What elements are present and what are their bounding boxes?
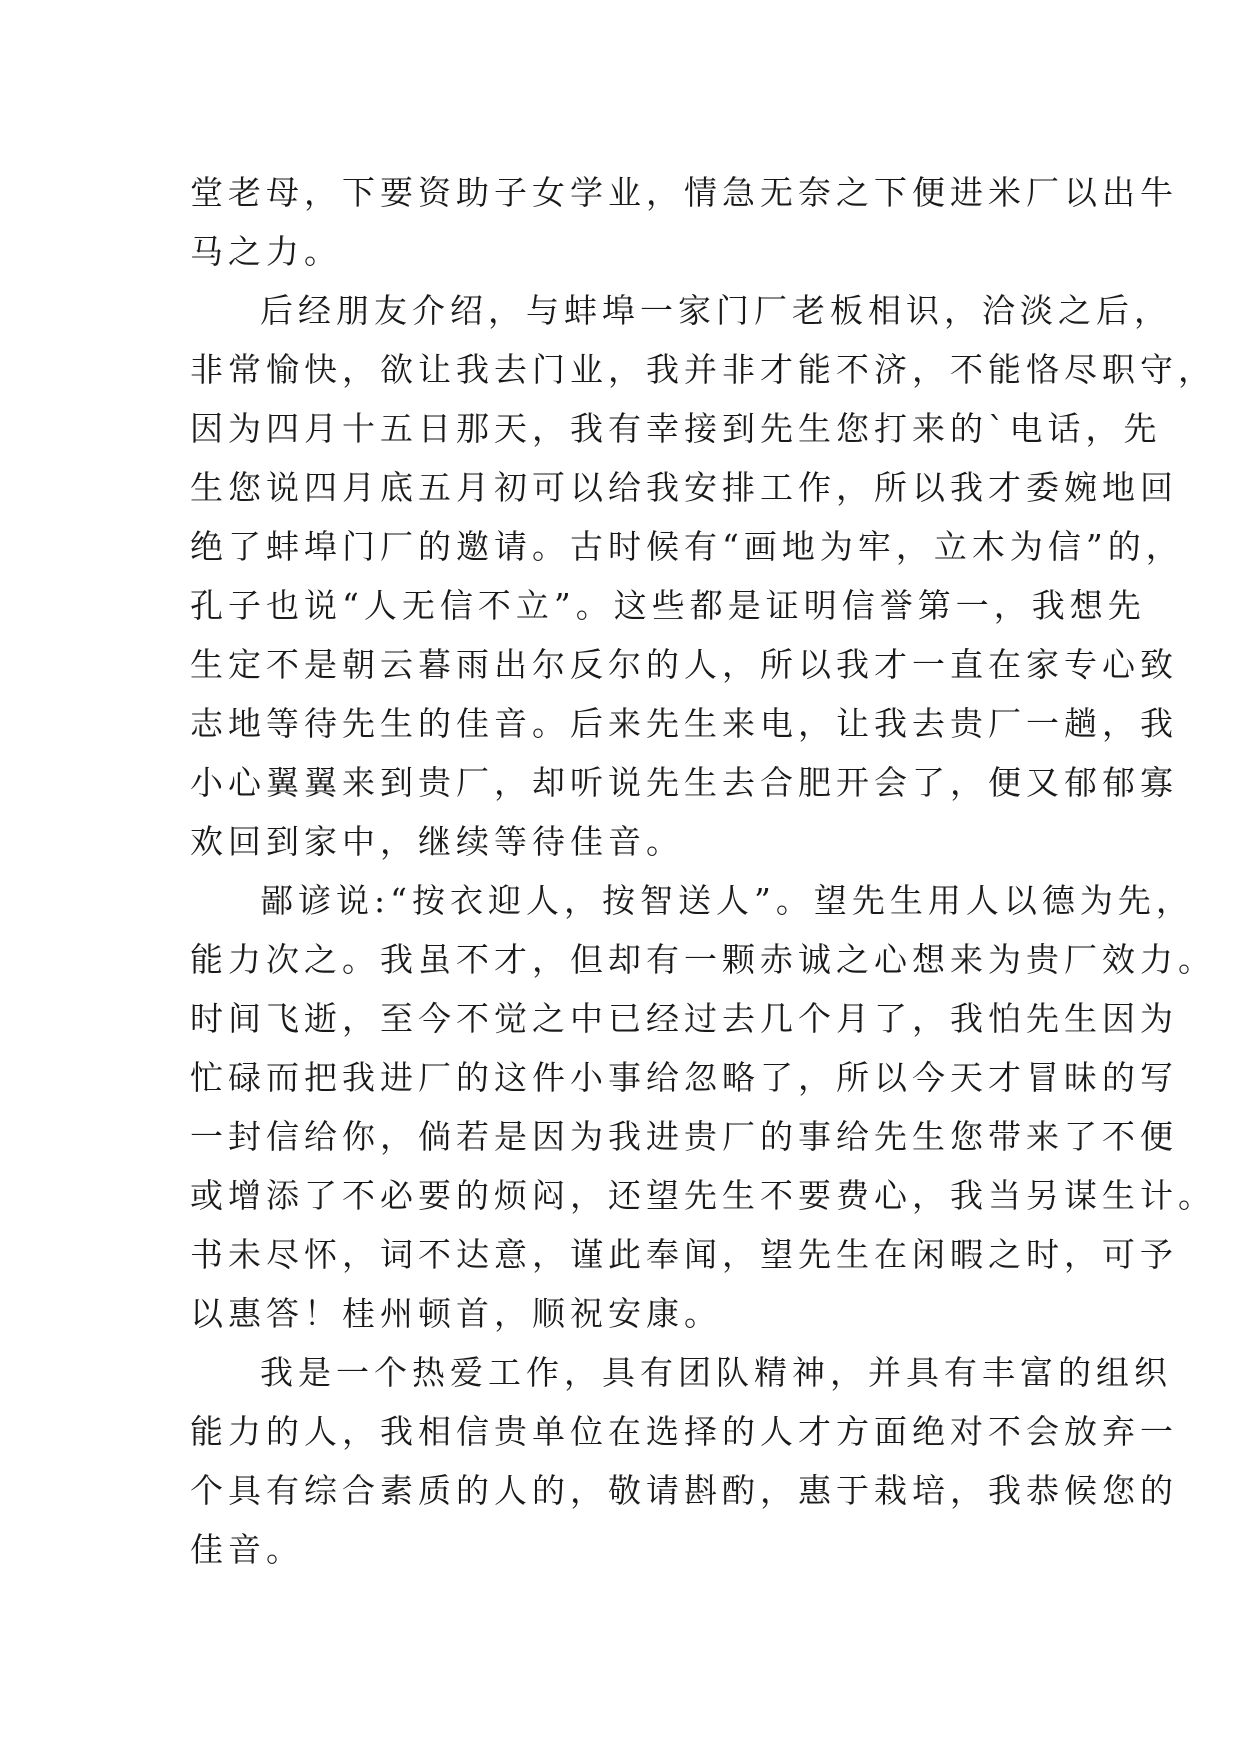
text-line: 佳音。 bbox=[190, 1530, 304, 1569]
text-line: 能力次之。我虽不才，但却有一颗赤诚之心想来为贵厂效力。 bbox=[190, 940, 1216, 979]
text-line: 或增添了不必要的烦闷，还望先生不要费心，我当另谋生计。 bbox=[190, 1176, 1216, 1215]
text-line: 以惠答！桂州顿首，顺祝安康。 bbox=[190, 1294, 722, 1333]
text-line: 欢回到家中，继续等待佳音。 bbox=[190, 822, 684, 861]
text-line: 一封信给你，倘若是因为我进贵厂的事给先生您带来了不便 bbox=[190, 1117, 1178, 1156]
letter-body bbox=[190, 163, 1216, 1579]
text-line: 非常愉快，欲让我去门业，我并非才能不济，不能恪尽职守， bbox=[190, 350, 1216, 389]
text-line: 绝了蚌埠门厂的邀请。古时候有“画地为牢，立木为信”的， bbox=[190, 527, 1184, 566]
paragraph-start-line: 后经朋友介绍，与蚌埠一家门厂老板相识，洽淡之后， bbox=[260, 291, 1172, 330]
text-line: 能力的人，我相信贵单位在选择的人才方面绝对不会放弃一 bbox=[190, 1412, 1178, 1451]
text-line: 个具有综合素质的人的，敬请斟酌，惠于栽培，我恭候您的 bbox=[190, 1471, 1178, 1510]
text-line: 因为四月十五日那天，我有幸接到先生您打来的`电话，先 bbox=[190, 409, 1162, 448]
text-line: 马之力。 bbox=[190, 232, 342, 271]
text-line: 孔子也说“人无信不立”。这些都是证明信誉第一，我想先 bbox=[190, 586, 1146, 625]
text-line: 书未尽怀，词不达意，谨此奉闻，望先生在闲暇之时，可予 bbox=[190, 1235, 1178, 1274]
text-line: 忙碌而把我进厂的这件小事给忽略了，所以今天才冒昧的写 bbox=[190, 1058, 1178, 1097]
text-line: 小心翼翼来到贵厂，却听说先生去合肥开会了，便又郁郁寡 bbox=[190, 763, 1178, 802]
paragraph-start-line: 鄙谚说:“按衣迎人，按智送人”。望先生用人以德为先， bbox=[260, 881, 1194, 920]
paragraph-start-line: 我是一个热爱工作，具有团队精神，并具有丰富的组织 bbox=[260, 1353, 1172, 1392]
text-line: 志地等待先生的佳音。后来先生来电，让我去贵厂一趟，我 bbox=[190, 704, 1178, 743]
text-line: 生定不是朝云暮雨出尔反尔的人，所以我才一直在家专心致 bbox=[190, 645, 1178, 684]
text-line: 时间飞逝，至今不觉之中已经过去几个月了，我怕先生因为 bbox=[190, 999, 1178, 1038]
text-line: 生您说四月底五月初可以给我安排工作，所以我才委婉地回 bbox=[190, 468, 1178, 507]
text-line: 堂老母，下要资助子女学业，情急无奈之下便进米厂以出牛 bbox=[190, 173, 1178, 212]
